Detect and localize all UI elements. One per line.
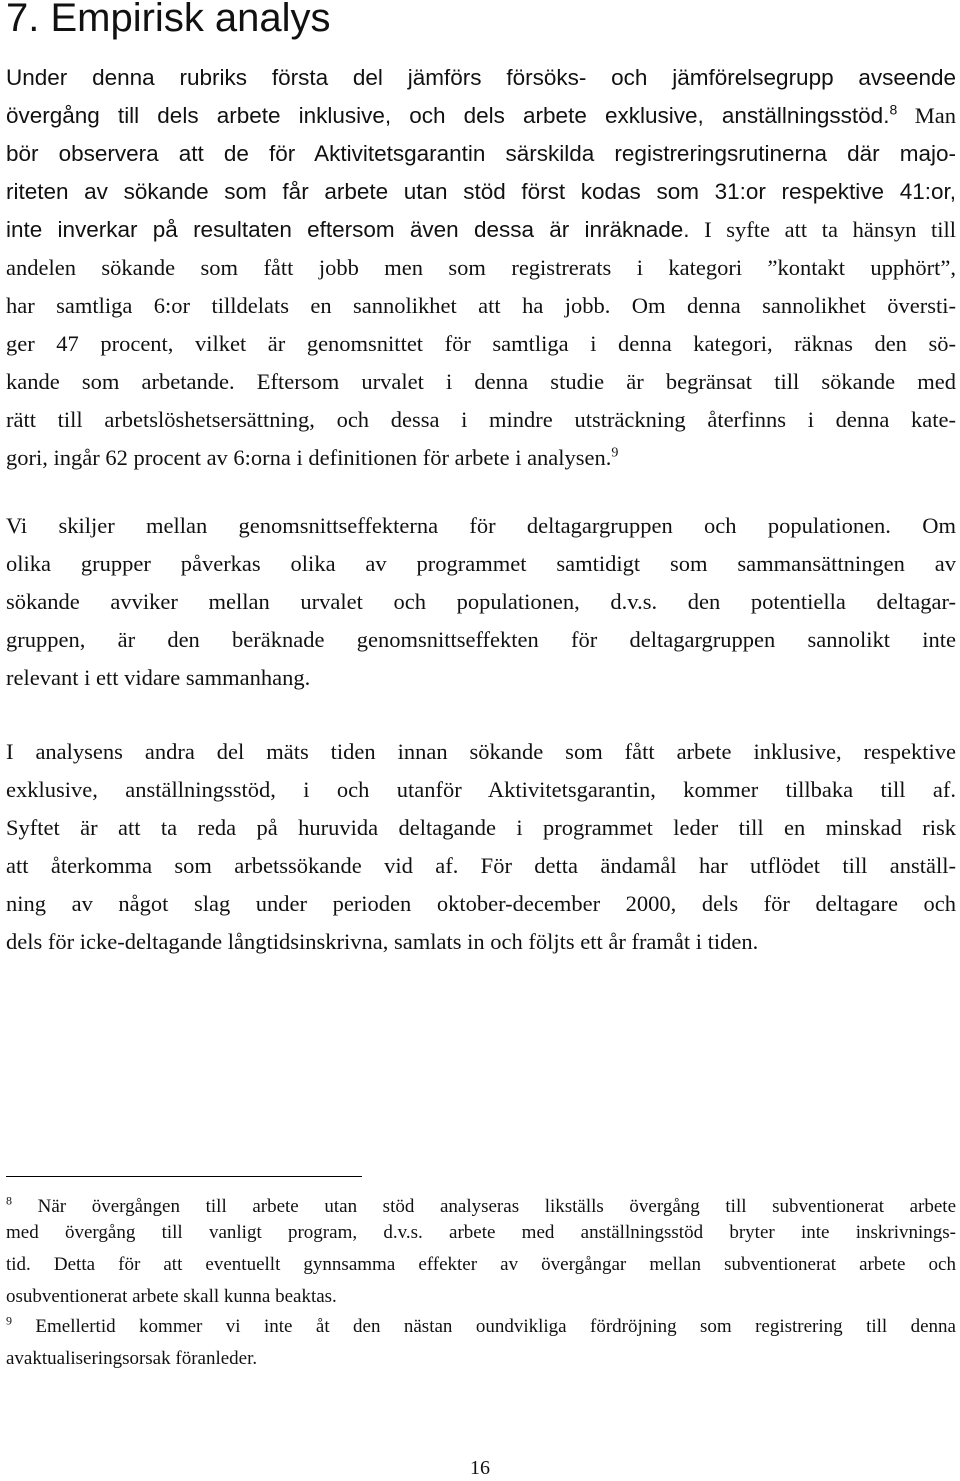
paragraph-1-line-1: Under denna rubriks första del jämförs försöks- och jämförelsegrupp avseende bbox=[6, 65, 956, 90]
paragraph-1-line-10: rätt till arbetslöshetsersättning, och dessa i mindre utsträckning återfinns i denna kate- bbox=[6, 407, 956, 432]
footnote-ref-8[interactable]: 8 bbox=[889, 101, 898, 118]
paragraph-3-line: ning av något slag under perioden oktober-december 2000, dels för deltagare och bbox=[6, 891, 956, 916]
paragraph-1-line-11 bbox=[6, 443, 956, 473]
paragraph-3-line: Syftet är att ta reda på huruvida deltagande i programmet leder till en minskad risk bbox=[6, 815, 956, 840]
footnote-8-line-1 bbox=[6, 1194, 956, 1220]
footnote-9-number: 9 bbox=[6, 1313, 12, 1328]
paragraph-1-line-4: riteten av sökande som får arbete utan stöd först kodas som 31:or respektive 41:or, bbox=[6, 179, 956, 204]
footnote-8-line-3: tid. Detta för att eventuellt gynnsamma effekter av övergångar mellan subventionerat arbete och bbox=[6, 1254, 956, 1275]
footnote-8-number: 8 bbox=[6, 1193, 12, 1208]
paragraph-3-line: att återkomma som arbetssökande vid af. För detta ändamål har utflödet till anställ- bbox=[6, 853, 956, 878]
paragraph-2-line: relevant i ett vidare sammanhang. bbox=[6, 665, 311, 690]
paragraph-1-line-9: kande som arbetande. Eftersom urvalet i denna studie är begränsat till sökande med bbox=[6, 369, 956, 394]
paragraph-2-line: gruppen, är den beräknade genomsnittseffekten för deltagargruppen sannolikt inte bbox=[6, 627, 956, 652]
paragraph-2-line: sökande avviker mellan urvalet och populationen, d.v.s. den potentiella deltagar- bbox=[6, 589, 956, 614]
paragraph-1-line-6: andelen sökande som fått jobb men som registrerats i kategori ”kontakt upphört”, bbox=[6, 255, 956, 280]
paragraph-1-line-2 bbox=[6, 101, 956, 131]
paragraph-1-line-5-sans: inte inverkar på resultaten eftersom även dessa är inräknade. bbox=[6, 217, 690, 242]
footnote-separator bbox=[6, 1176, 362, 1177]
paragraph-1-line-7: har samtliga 6:or tilldelats en sannolikhet att ha jobb. Om denna sannolikhet översti- bbox=[6, 293, 956, 318]
paragraph-1-line-5 bbox=[6, 215, 956, 245]
paragraph-1-line-2-text: övergång till dels arbete inklusive, och dels arbete exklusive, anställningsstöd. bbox=[6, 103, 890, 128]
paragraph-1-line-8: ger 47 procent, vilket är genomsnittet för samtliga i denna kategori, räknas den sö- bbox=[6, 331, 956, 356]
footnote-8-line-2: med övergång till vanligt program, d.v.s. arbete med anställningsstöd bryter inte inskrivnings- bbox=[6, 1222, 956, 1243]
paragraph-1-line-11-text: gori, ingår 62 procent av 6:orna i definitionen för arbete i analysen. bbox=[6, 445, 612, 470]
paragraph-1-line-3: bör observera att de för Aktivitetsgarantin särskilda registreringsrutinerna där majo- bbox=[6, 141, 956, 166]
footnote-8-line-4: osubventionerat arbete skall kunna beaktas. bbox=[6, 1286, 337, 1307]
paragraph-1-line-5-serif: I syfte att ta hänsyn till bbox=[689, 217, 956, 242]
paragraph-2-line: Vi skiljer mellan genomsnittseffekterna för deltagargruppen och populationen. Om bbox=[6, 513, 956, 538]
footnote-9-text: Emellertid kommer vi inte åt den nästan oundvikliga fördröjning som registrering till denna bbox=[12, 1316, 956, 1337]
page-number: 16 bbox=[470, 1457, 490, 1479]
footnote-9-line-1 bbox=[6, 1314, 956, 1340]
paragraph-3-line: dels för icke-deltagande långtidsinskrivna, samlats in och följts ett år framåt i tiden. bbox=[6, 929, 759, 954]
footnote-ref-9[interactable]: 9 bbox=[611, 445, 619, 461]
paragraph-3-line: exklusive, anställningsstöd, i och utanför Aktivitetsgarantin, kommer tillbaka till af. bbox=[6, 777, 956, 802]
paragraph-2-line: olika grupper påverkas olika av programmet samtidigt som sammansättningen av bbox=[6, 551, 956, 576]
section-heading: 7. Empirisk analys bbox=[6, 0, 331, 40]
footnote-8-text: När övergången till arbete utan stöd analyseras likställs övergång till subventionerat arbete bbox=[12, 1196, 956, 1217]
paragraph-1-line-2-tail: Man bbox=[897, 103, 956, 128]
paragraph-3-line: I analysens andra del mäts tiden innan sökande som fått arbete inklusive, respektive bbox=[6, 739, 956, 764]
footnote-9-line-2: avaktualiseringsorsak föranleder. bbox=[6, 1348, 258, 1369]
